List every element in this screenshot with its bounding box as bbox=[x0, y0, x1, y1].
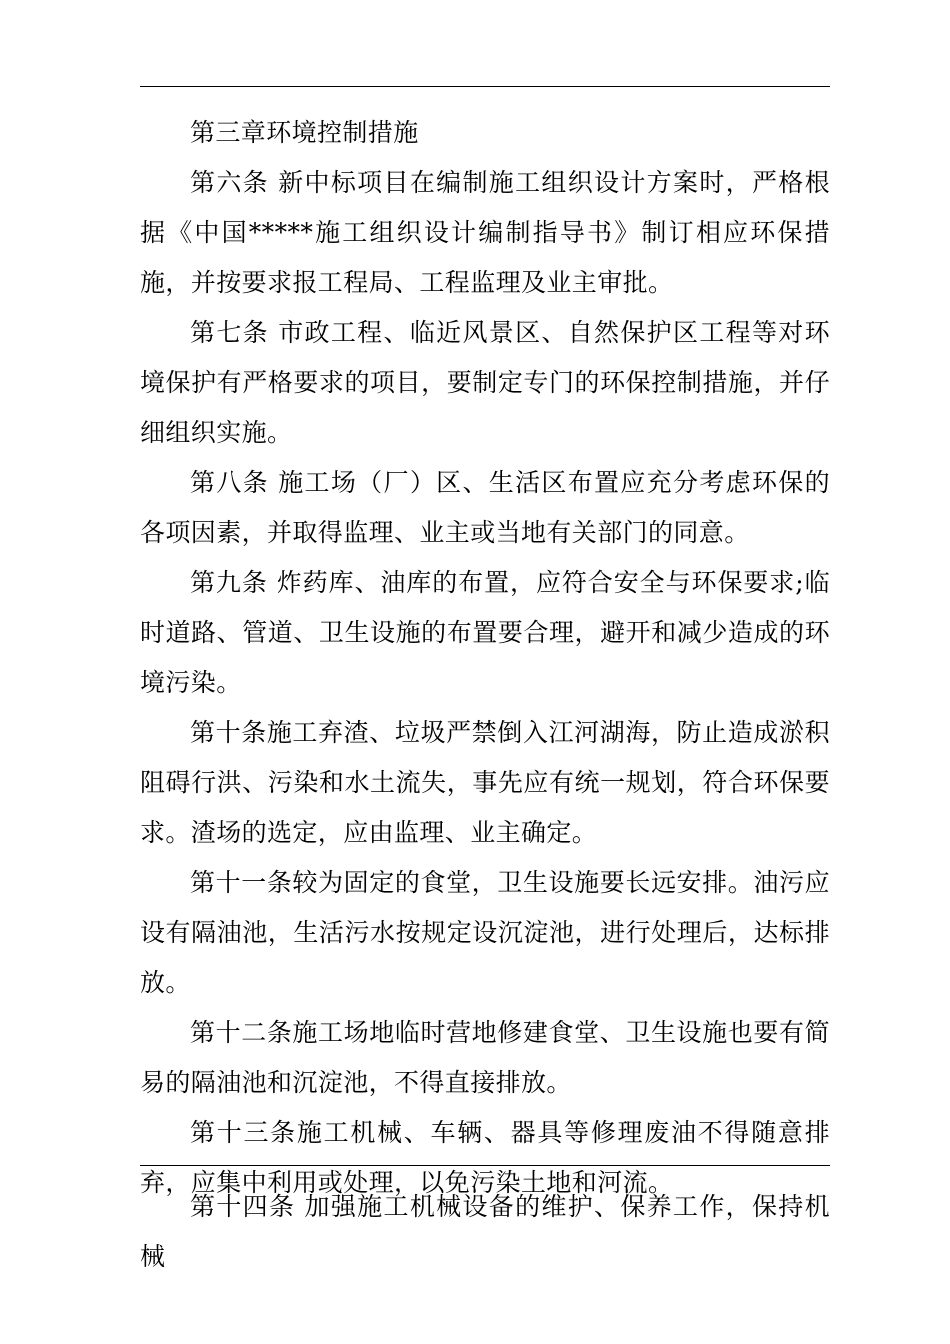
article-9: 第九条 炸药库、油库的布置，应符合安全与环保要求;临时道路、管道、卫生设施的布置要合理，避开和减少造成的环境污染。 bbox=[140, 568, 830, 697]
page-break-rule bbox=[140, 1165, 830, 1166]
article-7: 第七条 市政工程、临近风景区、自然保护区工程等对环境保护有严格要求的项目，要制定专门的环保控制措施，并仔细组织实施。 bbox=[140, 318, 830, 447]
article-12: 第十二条施工场地临时营地修建食堂、卫生设施也要有简易的隔油池和沉淀池，不得直接排放。 bbox=[140, 1018, 830, 1097]
article-8: 第八条 施工场（厂）区、生活区布置应充分考虑环保的各项因素，并取得监理、业主或当地有关部门的同意。 bbox=[140, 468, 830, 547]
article-10: 第十条施工弃渣、垃圾严禁倒入江河湖海，防止造成淤积阻碍行洪、污染和水土流失，事先应有统一规划，符合环保要求。渣场的选定，应由监理、业主确定。 bbox=[140, 718, 830, 847]
article-14: 第十四条 加强施工机械设备的维护、保养工作，保持机械 bbox=[140, 1192, 830, 1271]
top-page-rule bbox=[140, 86, 830, 87]
chapter-heading: 第三章环境控制措施 bbox=[190, 118, 419, 147]
page-body bbox=[140, 108, 830, 1208]
article-6: 第六条 新中标项目在编制施工组织设计方案时，严格根据《中国*****施工组织设计编制指导书》制订相应环保措施，并按要求报工程局、工程监理及业主审批。 bbox=[140, 168, 830, 297]
article-11: 第十一条较为固定的食堂，卫生设施要长远安排。油污应设有隔油池，生活污水按规定设沉淀池，进行处理后，达标排放。 bbox=[140, 868, 830, 997]
next-page-body bbox=[140, 1182, 830, 1282]
article-13: 第十三条施工机械、车辆、器具等修理废油不得随意排弃，应集中利用或处理，以免污染土地和河流。 bbox=[140, 1118, 830, 1197]
